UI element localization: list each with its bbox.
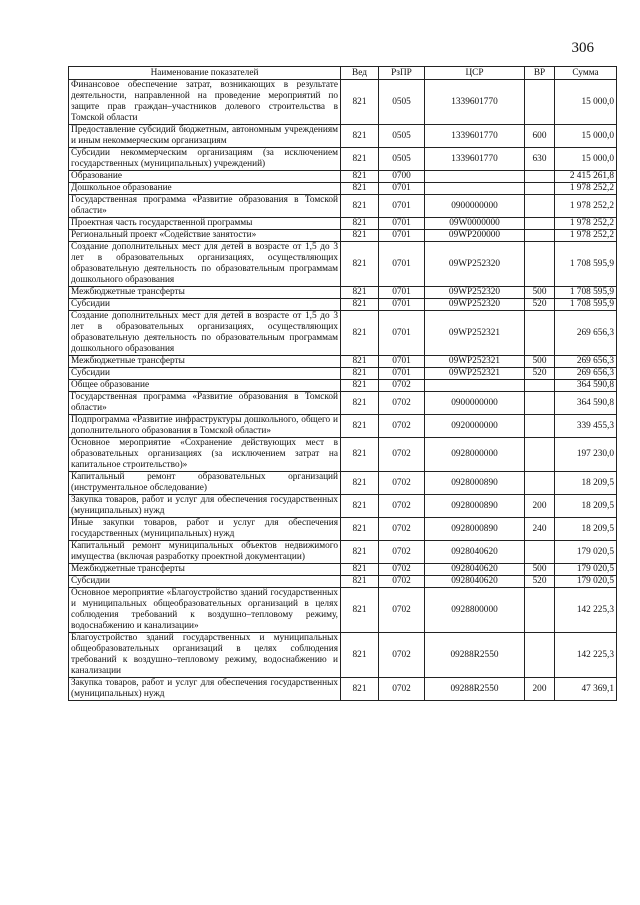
cell-rzpr: 0701 (379, 311, 425, 356)
table-row (69, 541, 617, 564)
cell-vr: 520 (525, 299, 555, 311)
header-csr: ЦСР (425, 67, 525, 80)
cell-rzpr: 0702 (379, 415, 425, 438)
cell-csr (425, 183, 525, 195)
cell-rzpr: 0505 (379, 125, 425, 148)
cell-csr: 1339601770 (425, 148, 525, 171)
cell-sum: 1 978 252,2 (555, 218, 617, 230)
cell-ved: 821 (341, 287, 379, 299)
cell-csr: 1339601770 (425, 80, 525, 125)
cell-csr: 09WP252320 (425, 242, 525, 287)
cell-vr (525, 218, 555, 230)
cell-sum: 269 656,3 (555, 368, 617, 380)
cell-vr: 500 (525, 356, 555, 368)
cell-name: Предоставление субсидий бюджетным, автономным учреждениям и иным некоммерческим организациям (69, 125, 341, 148)
cell-csr: 0928800000 (425, 588, 525, 633)
cell-csr: 0928040620 (425, 564, 525, 576)
cell-rzpr: 0701 (379, 195, 425, 218)
cell-ved: 821 (341, 80, 379, 125)
cell-vr: 600 (525, 125, 555, 148)
cell-rzpr: 0702 (379, 541, 425, 564)
cell-csr: 0900000000 (425, 195, 525, 218)
cell-ved: 821 (341, 171, 379, 183)
cell-ved: 821 (341, 678, 379, 701)
table-row (69, 218, 617, 230)
table-row (69, 564, 617, 576)
cell-vr: 240 (525, 518, 555, 541)
table-row (69, 678, 617, 701)
cell-name: Основное мероприятие «Благоустройство зданий государственных и муниципальных общеобразовательных организаций в целях соблюдения требований к воздушно–тепловому режиму, водоснабжению и канализации» (69, 588, 341, 633)
cell-rzpr: 0702 (379, 438, 425, 472)
cell-sum: 179 020,5 (555, 564, 617, 576)
cell-rzpr: 0701 (379, 368, 425, 380)
table-row (69, 171, 617, 183)
cell-csr: 09W0000000 (425, 218, 525, 230)
cell-rzpr: 0702 (379, 380, 425, 392)
cell-vr (525, 311, 555, 356)
cell-sum: 15 000,0 (555, 148, 617, 171)
header-name: Наименование показателей (69, 67, 341, 80)
cell-name: Капитальный ремонт муниципальных объектов недвижимого имущества (включая разработку проектной документации) (69, 541, 341, 564)
cell-sum: 1 708 595,9 (555, 287, 617, 299)
header-ved: Вед (341, 67, 379, 80)
cell-vr: 500 (525, 564, 555, 576)
cell-ved: 821 (341, 299, 379, 311)
cell-sum: 269 656,3 (555, 311, 617, 356)
cell-rzpr: 0702 (379, 564, 425, 576)
cell-vr (525, 541, 555, 564)
cell-csr: 0900000000 (425, 392, 525, 415)
cell-vr (525, 438, 555, 472)
header-rzpr: РзПР (379, 67, 425, 80)
cell-vr (525, 472, 555, 495)
cell-sum: 18 209,5 (555, 518, 617, 541)
table-row (69, 80, 617, 125)
header-vr: ВР (525, 67, 555, 80)
cell-name: Межбюджетные трансферты (69, 287, 341, 299)
cell-csr: 09WP252321 (425, 356, 525, 368)
cell-name: Проектная часть государственной программы (69, 218, 341, 230)
cell-name: Закупка товаров, работ и услуг для обеспечения государственных (муниципальных) нужд (69, 678, 341, 701)
cell-name: Субсидии некоммерческим организациям (за исключением государственных (муниципальных) учреждений) (69, 148, 341, 171)
cell-sum: 1 708 595,9 (555, 242, 617, 287)
table-row (69, 438, 617, 472)
page-number: 306 (571, 40, 594, 56)
cell-ved: 821 (341, 472, 379, 495)
cell-vr (525, 183, 555, 195)
table-row (69, 311, 617, 356)
table-row (69, 518, 617, 541)
table-row (69, 299, 617, 311)
cell-ved: 821 (341, 356, 379, 368)
cell-sum: 1 978 252,2 (555, 195, 617, 218)
cell-sum: 179 020,5 (555, 576, 617, 588)
cell-rzpr: 0701 (379, 287, 425, 299)
cell-sum: 339 455,3 (555, 415, 617, 438)
cell-csr: 0928040620 (425, 541, 525, 564)
cell-vr (525, 633, 555, 678)
cell-name: Межбюджетные трансферты (69, 356, 341, 368)
cell-rzpr: 0702 (379, 495, 425, 518)
table-row (69, 183, 617, 195)
cell-sum: 1 708 595,9 (555, 299, 617, 311)
cell-sum: 15 000,0 (555, 125, 617, 148)
table-row (69, 495, 617, 518)
cell-sum: 15 000,0 (555, 80, 617, 125)
cell-vr (525, 415, 555, 438)
cell-rzpr: 0702 (379, 633, 425, 678)
cell-sum: 47 369,1 (555, 678, 617, 701)
cell-rzpr: 0702 (379, 588, 425, 633)
cell-vr: 500 (525, 287, 555, 299)
cell-csr: 0928000890 (425, 472, 525, 495)
cell-name: Государственная программа «Развитие образования в Томской области» (69, 392, 341, 415)
table-row (69, 392, 617, 415)
cell-sum: 1 978 252,2 (555, 230, 617, 242)
table-row (69, 588, 617, 633)
cell-name: Общее образование (69, 380, 341, 392)
cell-csr: 0928000000 (425, 438, 525, 472)
cell-sum: 1 978 252,2 (555, 183, 617, 195)
cell-vr: 630 (525, 148, 555, 171)
cell-name: Финансовое обеспечение затрат, возникающих в результате деятельности, направленной на проведение мероприятий по защите прав граждан–участников долевого строительства в Томской области (69, 80, 341, 125)
cell-rzpr: 0701 (379, 299, 425, 311)
cell-ved: 821 (341, 380, 379, 392)
cell-rzpr: 0701 (379, 230, 425, 242)
cell-rzpr: 0702 (379, 576, 425, 588)
cell-name: Образование (69, 171, 341, 183)
cell-name: Субсидии (69, 576, 341, 588)
cell-vr (525, 171, 555, 183)
cell-sum: 142 225,3 (555, 633, 617, 678)
cell-name: Основное мероприятие «Сохранение действующих мест в образовательных организациях (за исключением затрат на капитальное строительство)» (69, 438, 341, 472)
table-row (69, 125, 617, 148)
cell-csr (425, 380, 525, 392)
cell-vr (525, 392, 555, 415)
cell-name: Субсидии (69, 368, 341, 380)
cell-csr: 0928040620 (425, 576, 525, 588)
cell-csr (425, 171, 525, 183)
table-row (69, 287, 617, 299)
table-row (69, 633, 617, 678)
cell-name: Создание дополнительных мест для детей в возрасте от 1,5 до 3 лет в образовательных организациях, осуществляющих образовательную деятельность по образовательным программам дошкольного образования (69, 311, 341, 356)
cell-ved: 821 (341, 438, 379, 472)
table-row (69, 356, 617, 368)
table-row (69, 472, 617, 495)
cell-vr: 520 (525, 368, 555, 380)
cell-rzpr: 0505 (379, 80, 425, 125)
cell-csr: 09288R2550 (425, 678, 525, 701)
cell-sum: 179 020,5 (555, 541, 617, 564)
cell-csr: 09WP200000 (425, 230, 525, 242)
cell-name: Благоустройство зданий государственных и муниципальных общеобразовательных организаций в целях соблюдения требований к воздушно–тепловому режиму, водоснабжению и канализации (69, 633, 341, 678)
cell-sum: 364 590,8 (555, 380, 617, 392)
cell-name: Закупка товаров, работ и услуг для обеспечения государственных (муниципальных) нужд (69, 495, 341, 518)
cell-csr: 09WP252321 (425, 311, 525, 356)
table-row (69, 242, 617, 287)
cell-vr: 200 (525, 495, 555, 518)
cell-csr: 09WP252320 (425, 299, 525, 311)
cell-sum: 197 230,0 (555, 438, 617, 472)
cell-vr: 520 (525, 576, 555, 588)
cell-ved: 821 (341, 392, 379, 415)
cell-csr: 09WP252320 (425, 287, 525, 299)
table-row (69, 148, 617, 171)
cell-name: Подпрограмма «Развитие инфраструктуры дошкольного, общего и дополнительного образования в Томской области» (69, 415, 341, 438)
cell-ved: 821 (341, 633, 379, 678)
cell-ved: 821 (341, 195, 379, 218)
cell-csr: 0928000890 (425, 495, 525, 518)
cell-rzpr: 0701 (379, 218, 425, 230)
cell-rzpr: 0702 (379, 392, 425, 415)
cell-name: Капитальный ремонт образовательных организаций (инструментальное обследование) (69, 472, 341, 495)
cell-sum: 142 225,3 (555, 588, 617, 633)
cell-ved: 821 (341, 564, 379, 576)
cell-rzpr: 0701 (379, 356, 425, 368)
cell-rzpr: 0702 (379, 518, 425, 541)
table-row (69, 380, 617, 392)
cell-ved: 821 (341, 242, 379, 287)
cell-ved: 821 (341, 588, 379, 633)
cell-ved: 821 (341, 148, 379, 171)
cell-vr (525, 380, 555, 392)
cell-vr (525, 80, 555, 125)
table-row (69, 415, 617, 438)
cell-rzpr: 0702 (379, 678, 425, 701)
cell-sum: 2 415 261,8 (555, 171, 617, 183)
cell-csr: 0920000000 (425, 415, 525, 438)
cell-ved: 821 (341, 495, 379, 518)
cell-name: Субсидии (69, 299, 341, 311)
cell-rzpr: 0700 (379, 171, 425, 183)
cell-ved: 821 (341, 218, 379, 230)
cell-ved: 821 (341, 576, 379, 588)
cell-sum: 364 590,8 (555, 392, 617, 415)
header-sum: Сумма (555, 67, 617, 80)
cell-vr (525, 230, 555, 242)
cell-ved: 821 (341, 415, 379, 438)
cell-vr (525, 195, 555, 218)
table-body (69, 80, 617, 701)
table-row (69, 195, 617, 218)
cell-rzpr: 0701 (379, 183, 425, 195)
cell-ved: 821 (341, 541, 379, 564)
cell-name: Межбюджетные трансферты (69, 564, 341, 576)
cell-ved: 821 (341, 368, 379, 380)
cell-ved: 821 (341, 125, 379, 148)
cell-name: Государственная программа «Развитие образования в Томской области» (69, 195, 341, 218)
cell-sum: 18 209,5 (555, 472, 617, 495)
cell-csr: 09WP252321 (425, 368, 525, 380)
cell-sum: 269 656,3 (555, 356, 617, 368)
table-row (69, 368, 617, 380)
table-row (69, 230, 617, 242)
cell-name: Дошкольное образование (69, 183, 341, 195)
cell-vr (525, 588, 555, 633)
cell-vr (525, 242, 555, 287)
cell-csr: 1339601770 (425, 125, 525, 148)
cell-vr: 200 (525, 678, 555, 701)
table-row (69, 576, 617, 588)
cell-csr: 0928000890 (425, 518, 525, 541)
cell-name: Региональный проект «Содействие занятости» (69, 230, 341, 242)
cell-ved: 821 (341, 518, 379, 541)
table-header (69, 67, 617, 80)
cell-sum: 18 209,5 (555, 495, 617, 518)
cell-ved: 821 (341, 311, 379, 356)
cell-rzpr: 0505 (379, 148, 425, 171)
cell-name: Иные закупки товаров, работ и услуг для обеспечения государственных (муниципальных) нужд (69, 518, 341, 541)
cell-rzpr: 0701 (379, 242, 425, 287)
cell-rzpr: 0702 (379, 472, 425, 495)
cell-csr: 09288R2550 (425, 633, 525, 678)
cell-ved: 821 (341, 183, 379, 195)
cell-name: Создание дополнительных мест для детей в возрасте от 1,5 до 3 лет в образовательных организациях, осуществляющих образовательную деятельность по образовательным программам дошкольного образования (69, 242, 341, 287)
budget-table (68, 66, 617, 701)
header-row (69, 67, 617, 80)
cell-ved: 821 (341, 230, 379, 242)
